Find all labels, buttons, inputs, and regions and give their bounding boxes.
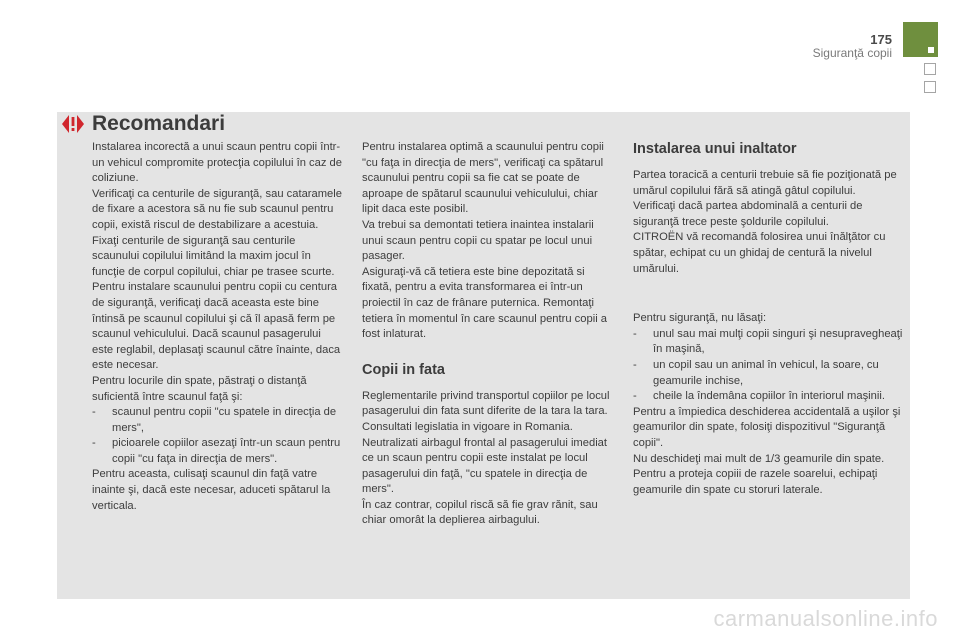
paragraph: Partea toracică a centurii trebuie să fie poziţionată pe umărul copilului fără să atingă gâtul copilului. — [633, 169, 897, 197]
double-exclamation-warning-icon — [62, 114, 84, 134]
paragraph: Reglementarile privind transportul copiilor pe locul pasagerului din fata sunt diferite de la tara la tara. Consultati legislatia in vigoare in Romania. — [362, 389, 610, 433]
chapter-tab-2[interactable] — [924, 81, 936, 93]
paragraph: Pentru a proteja copiii de razele soarelui, echipaţi geamurile din spate cu storuri laterale. — [633, 468, 878, 496]
paragraph: Verificaţi ca centurile de siguranţă, sau cataramele de fixare a acestora să nu fie sub scaunul pentru copii, există riscul de destabilizare a acestuia. — [92, 187, 342, 231]
paragraph: Instalarea incorectă a unui scaun pentru copii într-un vehicul compromite protecţia copilului în caz de coliziune. — [92, 141, 342, 185]
paragraph: Pentru siguranţă, nu lăsaţi: — [633, 312, 767, 325]
subheading-front-seat: Copii in fata — [362, 361, 445, 378]
paragraph: Nu deschideţi mai mult de 1/3 geamurile din spate. — [633, 452, 885, 465]
list-item: - cheile la îndemâna copiilor în interiorul maşinii. — [633, 389, 911, 405]
paragraph: Neutralizati airbagul frontal al pasagerului imediat ce un scaun pentru copii este instalat pe locul pasagerului din faţă, "cu spatele in direcţia de mers". — [362, 436, 608, 496]
paragraph: Pentru instalare scaunului pentru copii cu centura de siguranţă, verificaţi dacă aceasta este bine întinsă pe scaunul copilului şi că îl apasă ferm pe scaunul vehiculului. Dacă scaunul pasagerului este reglabil, deplasaţi scaunul către înainte, daca este necesar. — [92, 281, 341, 372]
paragraph: Verificaţi dacă partea abdominală a centurii de siguranţă trece peste şoldurile copilului. — [633, 200, 863, 228]
paragraph: Pentru a împiedica deschiderea accidentală a uşilor şi geamurilor din spate, folosiţi dispozitivul "Siguranţă copii". — [633, 405, 901, 449]
paragraph: Pentru instalarea optimă a scaunului pentru copii "cu faţa in direcţia de mers", verificaţi ca spătarul scaunului pentru copii sa fie cat se poate de aproape de spătarul scaunului vehiculului, chiar lipit daca este posibil. — [362, 141, 604, 216]
paragraph: În caz contrar, copilul riscă să fie grav rănit, sau chiar omorât la deplierea airbagului. — [362, 498, 598, 527]
list-item: - un copil sau un animal în vehicul, la soare, cu geamurile inchise, — [633, 358, 911, 389]
watermark: carmanualsonline.info — [713, 606, 938, 631]
list-item: - unul sau mai mulţi copii singuri şi nesupravegheaţi în maşină, — [633, 327, 911, 358]
list-item: - scaunul pentru copii "cu spatele in direcţia de mers", — [92, 405, 344, 436]
tab-square-icon — [928, 47, 934, 53]
chapter-tab-active[interactable] — [903, 22, 938, 57]
paragraph: Pentru aceasta, culisaţi scaunul din faţă vatre inainte şi, dacă este necesar, aduceti spătarul la verticala. — [92, 468, 331, 512]
section-name: Siguranţă copii — [812, 46, 892, 60]
list-item: - picioarele copiilor asezaţi într-un scaun pentru copii "cu faţa in direcţia de mers". — [92, 436, 344, 467]
paragraph: CITROËN vă recomandă folosirea unui înălţător cu spătar, echipat cu un ghidaj de centură la nivelul umărului. — [633, 231, 886, 275]
column-left — [92, 140, 344, 514]
page-number: 175 — [870, 32, 892, 47]
paragraph: Fixaţi centurile de siguranţă sau centurile scaunului copilului limitând la maxim jocul în funcţie de corpul copilului, chiar pe trasee scurte. — [92, 234, 335, 278]
column-right — [633, 140, 911, 498]
column-middle — [362, 140, 612, 529]
subheading-booster-seat: Instalarea unui inaltator — [633, 141, 797, 157]
paragraph: Va trebui sa demontati tetiera inaintea instalarii unui scaun pentru copii cu spatar pe locul unui pasager. — [362, 218, 594, 263]
paragraph: Asiguraţi-vă că tetiera este bine depozitată si fixată, pentru a evita transformarea ei într-un proiectil în caz de frânare puternica. Remontaţi tetiera în momentul în care scaunul pentru copii a fost inlaturat. — [362, 265, 608, 341]
paragraph: Pentru locurile din spate, păstraţi o distanţă suficientă între scaunul faţă şi: — [92, 374, 307, 403]
bullet-list — [633, 327, 911, 405]
section-heading: Recomandari — [92, 112, 226, 135]
bullet-list — [92, 405, 344, 467]
chapter-tab-1[interactable] — [924, 63, 936, 75]
